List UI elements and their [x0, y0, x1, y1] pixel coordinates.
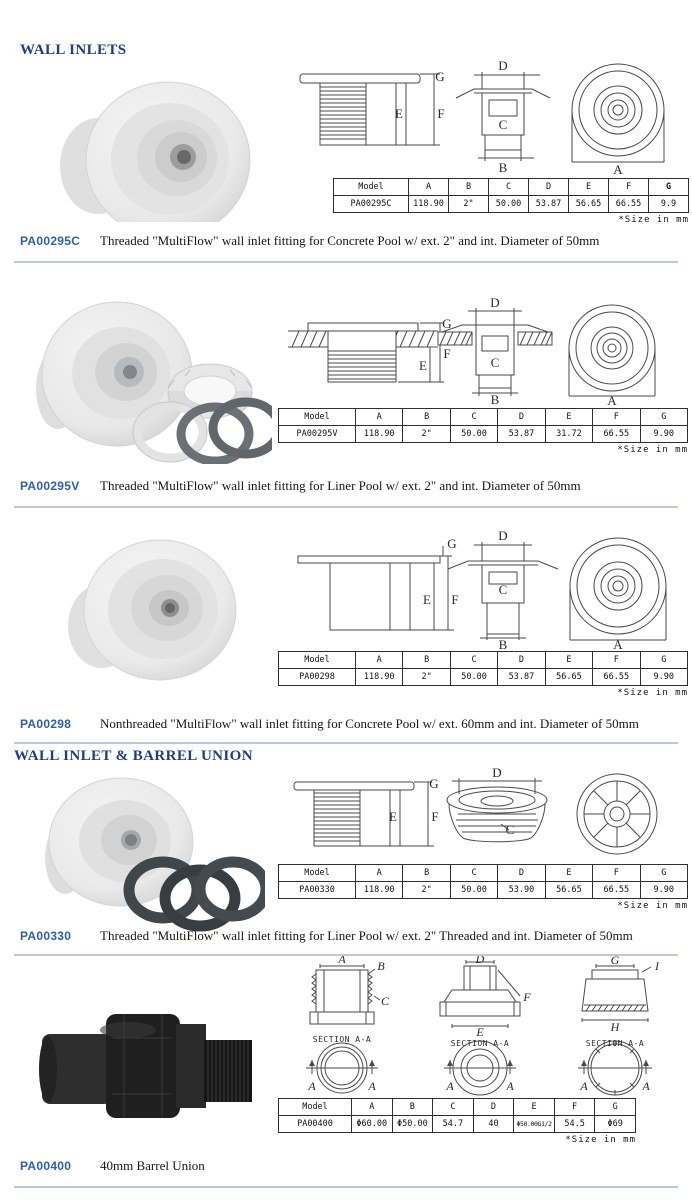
dim-label-e: E — [395, 106, 403, 121]
spec-table-header-cell: E — [545, 409, 592, 426]
spec-table-value-cell: 53.90 — [498, 882, 545, 899]
spec-table-value-cell: Φ69 — [595, 1116, 636, 1133]
spec-table-header-cell: Model — [279, 1099, 352, 1116]
arrow-label-a: A — [446, 1079, 454, 1093]
spec-table-header-cell: A — [352, 1099, 393, 1116]
product-photo-pa00295v — [22, 294, 272, 464]
spec-table-value-cell: 31.72 — [545, 426, 592, 443]
spec-table-header-cell: C — [450, 865, 497, 882]
spec-table-value-cell: 50.00 — [450, 669, 497, 686]
dim-label-b: B — [498, 637, 508, 650]
spec-table-value-cell: 50.00 — [450, 426, 497, 443]
product-code-pa00298: PA00298 — [20, 717, 72, 731]
spec-table-value-cell: 66.55 — [593, 426, 640, 443]
size-note: *Size in mm — [618, 215, 689, 225]
spec-table-header-cell: C — [433, 1099, 474, 1116]
dim-label-d: D — [475, 956, 485, 966]
spec-table-value-cell: PA00295V — [279, 426, 356, 443]
spec-table-value-cell: 2" — [403, 426, 450, 443]
section-divider — [14, 261, 678, 263]
product-description-pa00295v: Threaded "MultiFlow" wall inlet fitting for Liner Pool w/ ext. 2" and int. Diameter of 50mm — [100, 478, 581, 493]
dim-label-a: A — [338, 956, 346, 966]
section-caption: SECTION A-A — [585, 1039, 645, 1048]
spec-table-value-cell: 53.87 — [498, 669, 545, 686]
spec-table-header-cell: D — [498, 409, 545, 426]
spec-table-header-cell: E — [545, 865, 592, 882]
size-note: *Size in mm — [617, 445, 688, 455]
spec-table-pa00295v — [278, 408, 688, 443]
spec-table-value-cell: 53.87 — [498, 426, 545, 443]
spec-table-header-cell: Model — [279, 865, 356, 882]
spec-table-value-cell: 53.87 — [529, 196, 569, 213]
spec-table-header-cell: F — [593, 409, 640, 426]
spec-table-header-cell: F — [609, 179, 649, 196]
dim-label-b: B — [490, 392, 500, 406]
technical-drawing-pa00295v — [280, 298, 685, 406]
section-title-wall-inlet-barrel-union: WALL INLET & BARREL UNION — [14, 748, 253, 764]
product-code-pa00400: PA00400 — [20, 1159, 72, 1173]
dim-label-d: D — [490, 298, 500, 310]
dim-label-d: D — [498, 528, 508, 543]
spec-table-value-cell: 9.90 — [640, 426, 687, 443]
dim-label-f: F — [437, 106, 445, 121]
spec-table-value-cell: Φ50.00 — [392, 1116, 433, 1133]
dim-label-i: I — [655, 959, 659, 973]
spec-table-value-cell: 54.5 — [554, 1116, 595, 1133]
spec-table-pa00298 — [278, 651, 688, 686]
dim-label-h: H — [610, 1020, 620, 1034]
spec-table-value-cell: 66.55 — [593, 882, 640, 899]
product-description-pa00298: Nonthreaded "MultiFlow" wall inlet fitting for Concrete Pool w/ ext. 60mm and int. Diameter of 50mm — [100, 716, 639, 731]
dim-label-a: A — [613, 637, 623, 650]
spec-table-header-cell: Model — [279, 409, 356, 426]
spec-table-header-cell: B — [403, 409, 450, 426]
spec-table-header-cell: G — [640, 865, 687, 882]
spec-table-header-cell: B — [449, 179, 489, 196]
spec-table-value-cell: PA00400 — [279, 1116, 352, 1133]
dim-label-f: F — [443, 346, 451, 361]
spec-table-header-cell: D — [498, 652, 545, 669]
size-note: *Size in mm — [617, 688, 688, 698]
spec-table-header-cell: C — [450, 409, 497, 426]
dim-label-g: G — [442, 316, 452, 331]
product-code-pa00295c: PA00295C — [20, 234, 81, 248]
product-description-pa00400: 40mm Barrel Union — [100, 1158, 205, 1173]
dim-label-a: A — [613, 162, 623, 176]
product-photo-pa00330 — [25, 772, 265, 932]
spec-table-header-cell: A — [356, 409, 403, 426]
size-note: *Size in mm — [565, 1135, 636, 1145]
spec-table-header-cell: E — [545, 652, 592, 669]
product-description-pa00330: Threaded "MultiFlow" wall inlet fitting for Liner Pool w/ ext. 2" Threaded and int. Diameter of 50mm — [100, 928, 633, 943]
spec-table-header-cell: G — [595, 1099, 636, 1116]
spec-table-value-cell: 9.90 — [640, 882, 687, 899]
spec-table-header-cell: D — [498, 865, 545, 882]
spec-table-value-cell: Φ50.00G1/2 — [514, 1116, 555, 1133]
section-divider — [14, 742, 678, 744]
arrow-label-a: A — [308, 1079, 316, 1093]
section-divider — [14, 1186, 678, 1188]
spec-table-value-cell: 118.90 — [356, 669, 403, 686]
spec-table-value-cell: 2" — [403, 669, 450, 686]
spec-table-value-cell: 2" — [449, 196, 489, 213]
dim-label-d: D — [498, 58, 508, 73]
technical-drawing-pa00298 — [288, 528, 688, 650]
section-divider — [14, 506, 678, 508]
spec-table-header-cell: F — [593, 865, 640, 882]
dim-label-b: B — [498, 160, 508, 175]
arrow-label-a: A — [368, 1079, 376, 1093]
spec-table-value-cell: PA00330 — [279, 882, 356, 899]
spec-table-value-cell: 2" — [403, 882, 450, 899]
spec-table-header-cell: A — [356, 865, 403, 882]
section-caption: SECTION A-A — [450, 1039, 510, 1048]
section-title-wall-inlets: WALL INLETS — [20, 42, 127, 58]
spec-table-pa00400 — [278, 1098, 636, 1133]
spec-table-header-cell: B — [392, 1099, 433, 1116]
product-photo-pa00298 — [40, 522, 260, 682]
dim-label-b: B — [377, 959, 385, 973]
technical-drawing-pa00295c — [288, 58, 688, 176]
dim-label-e: E — [389, 809, 397, 824]
dim-label-d: D — [492, 768, 502, 780]
spec-table-header-cell: E — [514, 1099, 555, 1116]
product-photo-pa00295c — [30, 62, 260, 222]
product-description-pa00295c: Threaded "MultiFlow" wall inlet fitting for Concrete Pool w/ ext. 2" and int. Diameter of 50mm — [100, 233, 600, 248]
dim-label-e: E — [423, 592, 431, 607]
spec-table-value-cell: 50.00 — [489, 196, 529, 213]
spec-table-pa00295c — [333, 178, 689, 213]
dim-label-c: C — [490, 355, 500, 370]
spec-table-value-cell: 66.55 — [593, 669, 640, 686]
dim-label-e: E — [476, 1025, 484, 1039]
technical-drawing-pa00400 — [280, 956, 685, 1096]
spec-table-value-cell: 56.65 — [569, 196, 609, 213]
spec-table-value-cell: 66.55 — [609, 196, 649, 213]
spec-table-header-cell: F — [593, 652, 640, 669]
spec-table-value-cell: 56.65 — [545, 669, 592, 686]
spec-table-value-cell: 54.7 — [433, 1116, 474, 1133]
spec-table-value-cell: PA00298 — [279, 669, 356, 686]
spec-table-pa00330 — [278, 864, 688, 899]
spec-table-header-cell: G — [640, 409, 687, 426]
spec-table-value-cell: 118.90 — [356, 426, 403, 443]
technical-drawing-pa00330 — [282, 768, 682, 864]
spec-table-header-cell: C — [450, 652, 497, 669]
arrow-label-a: A — [506, 1079, 514, 1093]
dim-label-g: G — [435, 69, 445, 84]
spec-table-header-cell: B — [403, 652, 450, 669]
spec-table-value-cell: Φ60.00 — [352, 1116, 393, 1133]
dim-label-c: C — [380, 994, 390, 1008]
spec-table-value-cell: 56.65 — [545, 882, 592, 899]
dim-label-f: F — [451, 592, 459, 607]
spec-table-header-cell: Model — [334, 179, 409, 196]
spec-table-header-cell: G — [640, 652, 687, 669]
product-code-pa00295v: PA00295V — [20, 479, 80, 493]
arrow-label-a: A — [642, 1079, 650, 1093]
spec-table-header-cell: Model — [279, 652, 356, 669]
spec-table-header-cell: E — [569, 179, 609, 196]
size-note: *Size in mm — [617, 901, 688, 911]
spec-table-header-cell: G — [649, 179, 689, 196]
dim-label-e: E — [419, 358, 427, 373]
product-code-pa00330: PA00330 — [20, 929, 72, 943]
spec-table-value-cell: 50.00 — [450, 882, 497, 899]
dim-label-c: C — [498, 117, 508, 132]
spec-table-header-cell: C — [489, 179, 529, 196]
spec-table-value-cell: 118.90 — [409, 196, 449, 213]
dim-label-g: G — [610, 956, 620, 967]
dim-label-f: F — [431, 809, 439, 824]
spec-table-header-cell: A — [356, 652, 403, 669]
dim-label-g: G — [429, 776, 439, 791]
dim-label-a: A — [607, 393, 617, 406]
dim-label-c: C — [505, 822, 515, 837]
spec-table-header-cell: A — [409, 179, 449, 196]
dim-label-f: F — [523, 990, 531, 1004]
spec-table-value-cell: 9.90 — [640, 669, 687, 686]
spec-table-header-cell: D — [529, 179, 569, 196]
spec-table-value-cell: 9.9 — [649, 196, 689, 213]
spec-table-value-cell: 40 — [473, 1116, 514, 1133]
product-photo-pa00400 — [28, 978, 258, 1138]
dim-label-g: G — [447, 536, 457, 551]
arrow-label-a: A — [580, 1079, 588, 1093]
spec-table-value-cell: PA00295C — [334, 196, 409, 213]
spec-table-header-cell: F — [554, 1099, 595, 1116]
spec-table-header-cell: B — [403, 865, 450, 882]
spec-table-header-cell: D — [473, 1099, 514, 1116]
dim-label-c: C — [498, 582, 508, 597]
section-caption: SECTION A-A — [312, 1035, 372, 1044]
spec-table-value-cell: 118.90 — [356, 882, 403, 899]
